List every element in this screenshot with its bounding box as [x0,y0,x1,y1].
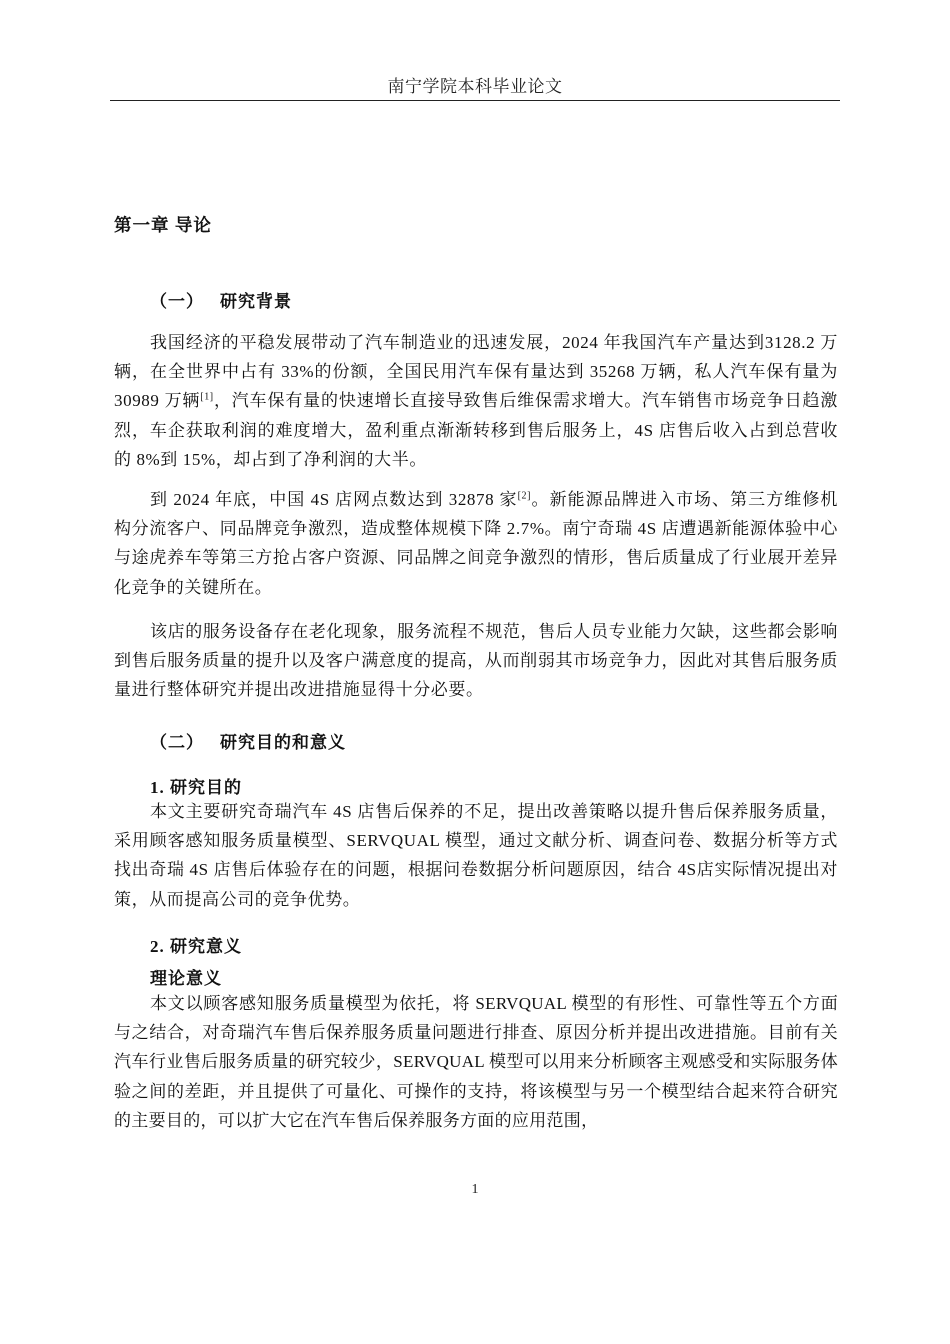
citation-ref: [1] [200,391,214,403]
citation-ref: [2] [517,490,532,502]
paragraph-text: 到 2024 年底，中国 4S 店网点数达到 32878 家 [150,490,518,509]
paragraph-background-3: 该店的服务设备存在老化现象，服务流程不规范，售后人员专业能力欠缺，这些都会影响到售后服务质量的提升以及客户满意度的提高，从而削弱其市场竞争力，因此对其售后服务质量进行整体研究并提出改进措施显得十分必要。 [114,622,838,700]
section-heading-purpose [150,728,346,753]
paragraph-text: 我国经济的平稳发展带动了汽车制造业的迅速发展，2024 年我国汽车产量达到3128.2 万辆，在全世界中占有 33%的份额，全国民用汽车保有量达到 35268 万辆，私人汽车保有量为 30989 万辆 [114,333,838,411]
section-number: （一） [150,292,204,311]
header-divider [110,100,840,101]
paragraph-text: ，汽车保有量的快速增长直接导致售后维保需求增大。汽车销售市场竞争日趋激烈，车企获取利润的难度增大，盈利重点渐渐转移到售后服务上，4S 店售后收入占到总营收的 8%到 15%，却占到了净利润的大半。 [114,391,838,469]
subheading-theoretical-significance: 理论意义 [150,969,222,988]
section-heading-background [150,287,292,312]
paragraph-theoretical-significance: 本文以顾客感知服务质量模型为依托，将 SERVQUAL 模型的有形性、可靠性等五个方面与之结合，对奇瑞汽车售后保养服务质量问题进行排查、原因分析并提出改进措施。目前有关汽车行业售后服务质量的研究较少，SERVQUAL 模型可以用来分析顾客主观感受和实际服务体验之间的差距，并且提供了可量化、可操作的支持，将该模型与另一个模型结合起来符合研究的主要目的，可以扩大它在汽车售后保养服务方面的应用范围， [114,994,838,1130]
section-number: （二） [150,733,204,752]
section-title: 研究目的和意义 [220,733,346,752]
section-title: 研究背景 [220,292,292,311]
page-number: 1 [471,1182,479,1197]
page-header-title: 南宁学院本科毕业论文 [387,77,563,96]
subheading-research-purpose: 1. 研究目的 [150,778,242,797]
paragraph-background-1 [114,328,838,474]
paragraph-research-purpose: 本文主要研究奇瑞汽车 4S 店售后保养的不足，提出改善策略以提升售后保养服务质量，采用顾客感知服务质量模型、SERVQUAL 模型，通过文献分析、调查问卷、数据分析等方式找出奇瑞 4S 店售后体验存在的问题，根据问卷数据分析问题原因，结合 4S店实际情况提出对策，从而提高公司的竞争优势。 [114,802,838,909]
chapter-title: 第一章 导论 [114,215,212,235]
subheading-research-significance: 2. 研究意义 [150,937,242,956]
paragraph-background-2 [114,485,838,602]
paragraph-text: 。新能源品牌进入市场、第三方维修机构分流客户、同品牌竞争激烈，造成整体规模下降 2.7%。南宁奇瑞 4S 店遭遇新能源体验中心与途虎养车等第三方抢占客户资源、同品牌之间竞争激烈的情形，售后质量成了行业展开差异化竞争的关键所在。 [114,490,838,597]
